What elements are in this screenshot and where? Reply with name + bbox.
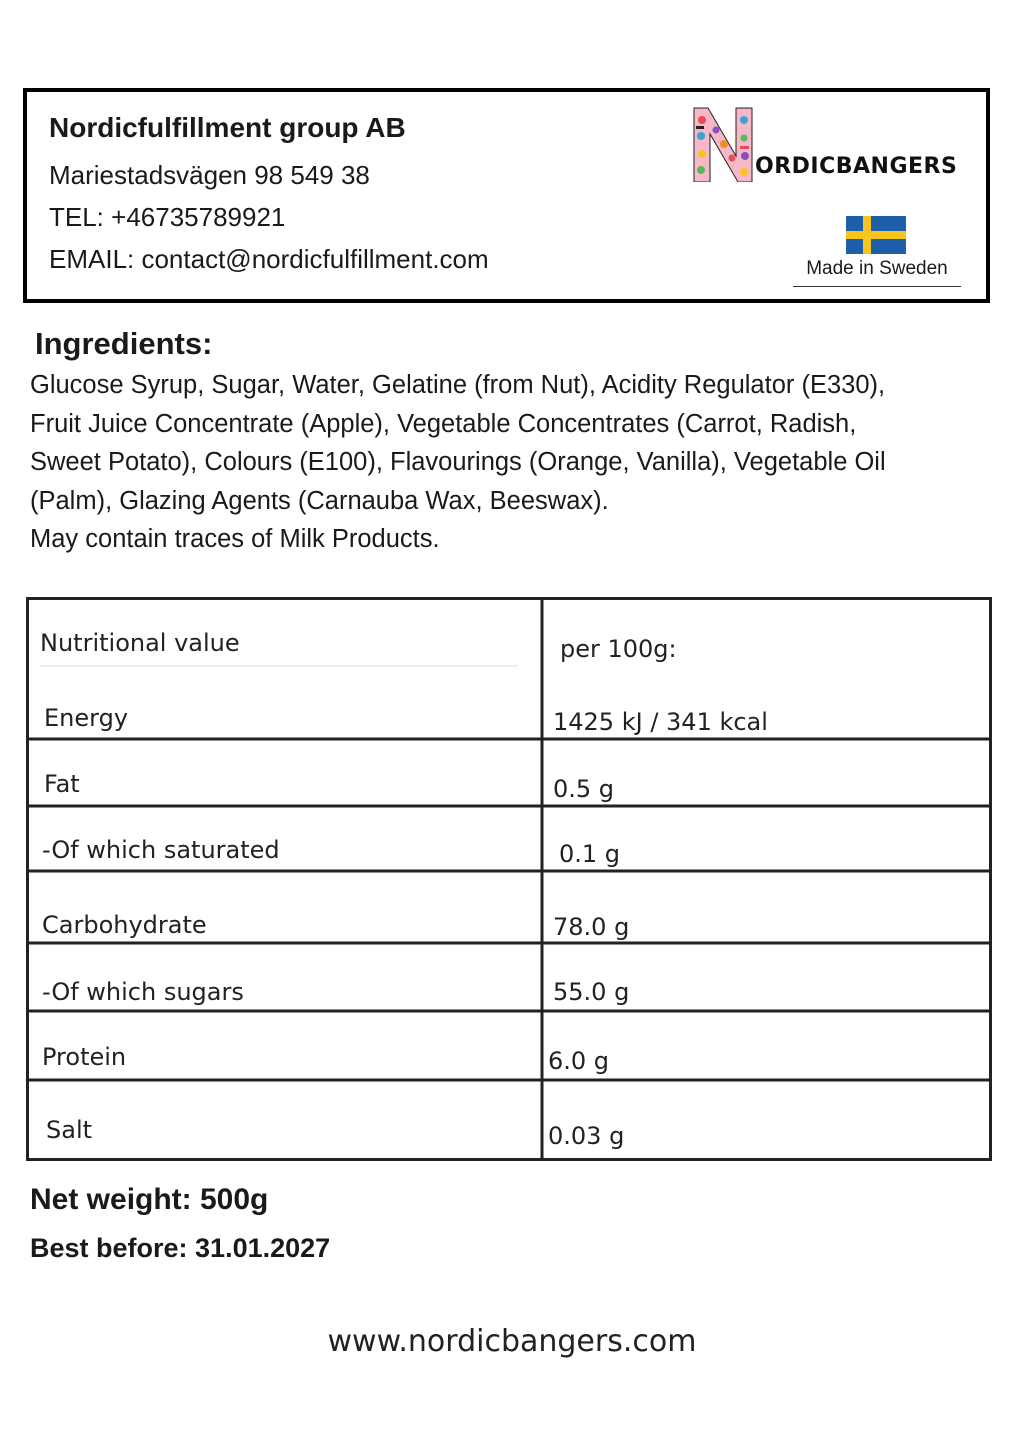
- best-before-date: Best before: 31.01.2027: [30, 1233, 331, 1263]
- nutrition-value-fat: 0.5 g: [553, 775, 615, 803]
- nutrition-header-label: Nutritional value: [40, 629, 240, 657]
- nutrition-label-sugars: -Of which sugars: [42, 978, 244, 1006]
- allergen-note: May contain traces of Milk Products.: [30, 525, 440, 554]
- nutrition-value-energy: 1425 kJ / 341 kcal: [553, 708, 768, 736]
- net-weight: Net weight: 500g: [30, 1183, 269, 1216]
- company-email: EMAIL: contact@nordicfulfillment.com: [49, 244, 489, 274]
- nutrition-label-fat: Fat: [44, 770, 80, 798]
- made-in-label: Made in Sweden: [793, 258, 961, 287]
- nutrition-value-sugars: 55.0 g: [553, 978, 630, 1006]
- nutrition-value-saturated: 0.1 g: [559, 840, 621, 868]
- brand-logo-text: ORDICBANGERS: [755, 154, 958, 179]
- website-url: www.nordicbangers.com: [327, 1324, 697, 1359]
- nutrition-label-energy: Energy: [44, 704, 129, 732]
- sweden-flag-icon: [846, 216, 906, 254]
- nutrition-label-saturated: -Of which saturated: [42, 836, 280, 864]
- nutrition-value-carbohydrate: 78.0 g: [553, 913, 630, 941]
- ingredients-line: Fruit Juice Concentrate (Apple), Vegetable Concentrates (Carrot, Radish,: [30, 409, 857, 438]
- ingredients-line: Sweet Potato), Colours (E100), Flavourings (Orange, Vanilla), Vegetable Oil: [30, 448, 886, 477]
- nutrition-header-value: per 100g:: [560, 635, 677, 663]
- nutrition-label-carbohydrate: Carbohydrate: [42, 911, 207, 939]
- company-header-box: [23, 88, 990, 303]
- ingredients-line: (Palm), Glazing Agents (Carnauba Wax, Beeswax).: [30, 486, 609, 515]
- nutrition-label-protein: Protein: [42, 1043, 127, 1071]
- nutrition-table-grid: [26, 597, 992, 1161]
- nutrition-value-salt: 0.03 g: [548, 1122, 625, 1150]
- candy-letter-n-icon: [692, 106, 756, 182]
- nutrition-label-salt: Salt: [46, 1116, 93, 1144]
- company-address: Mariestadsvägen 98 549 38: [49, 160, 370, 190]
- nutrition-value-protein: 6.0 g: [548, 1047, 610, 1075]
- ingredients-text: [30, 366, 1005, 559]
- ingredients-line: Glucose Syrup, Sugar, Water, Gelatine (from Nut), Acidity Regulator (E330),: [30, 371, 886, 399]
- company-phone: TEL: +46735789921: [49, 202, 286, 232]
- brand-logo: [692, 106, 972, 182]
- ingredients-title: Ingredients:: [35, 326, 213, 361]
- nutrition-table: [26, 597, 992, 1161]
- company-name: Nordicfulfillment group AB: [49, 112, 406, 143]
